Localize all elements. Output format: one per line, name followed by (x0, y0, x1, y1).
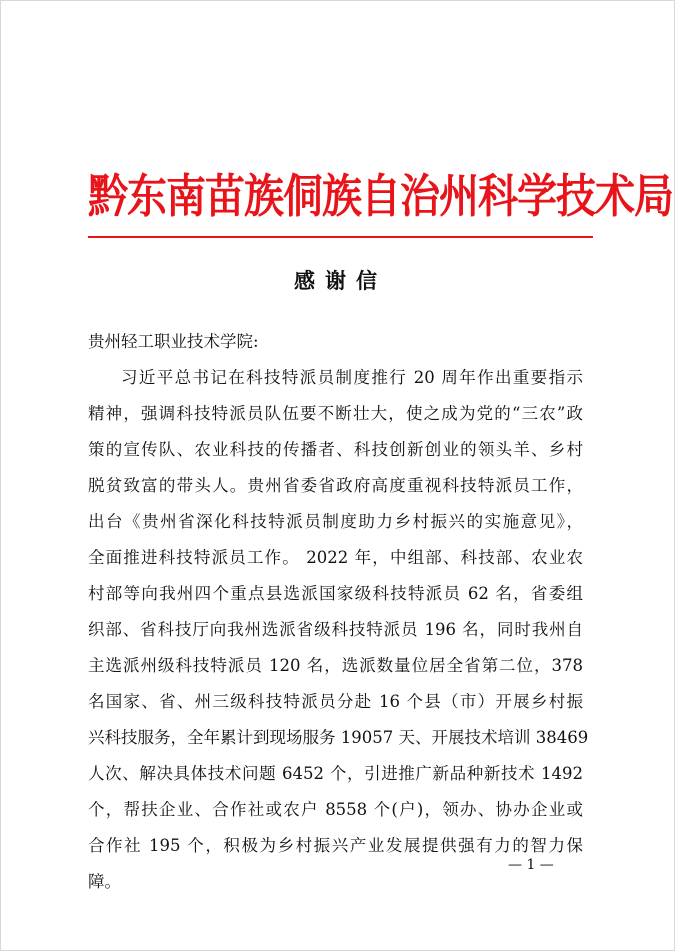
red-header-rule (88, 236, 593, 238)
body-line: 个，帮扶企业、合作社或农户 8558 个(户)，领办、协办企业或 (88, 800, 583, 819)
body-line: 脱贫致富的带头人。贵州省委省政府高度重视科技特派员工作， (88, 476, 583, 495)
body-line: 织部、省科技厅向我州选派省级科技特派员 196 名，同时我州自 (88, 620, 583, 639)
body-line: 主选派州级科技特派员 120 名，选派数量位居全省第二位，378 (88, 656, 583, 675)
body-line: 兴科技服务，全年累计到现场服务 19057 天、开展技术培训 38469 (88, 728, 589, 747)
body-line: 名国家、省、州三级科技特派员分赴 16 个县（市）开展乡村振 (88, 692, 583, 711)
body-line: 全面推进科技特派员工作。 2022 年，中组部、科技部、农业农 (88, 548, 583, 567)
body-line: 人次、解决具体技术问题 6452 个，引进推广新品种新技术 1492 (88, 764, 583, 783)
body-line: 策的宣传队、农业科技的传播者、科技创新创业的领头羊、乡村 (88, 440, 583, 459)
body-line: 习近平总书记在科技特派员制度推行 20 周年作出重要指示 (121, 368, 583, 387)
body-line: 出台《贵州省深化科技特派员制度助力乡村振兴的实施意见》， (88, 512, 583, 531)
body-line: 村部等向我州四个重点县选派国家级科技特派员 62 名，省委组 (88, 584, 583, 603)
document-title: 感谢信 (294, 268, 387, 293)
body-line: 障。 (88, 872, 121, 891)
page-number: — 1 — (508, 857, 554, 873)
issuer-header-title: 黔东南苗族侗族自治州科学技术局 (88, 169, 673, 224)
body-line: 合作社 195 个，积极为乡村振兴产业发展提供强有力的智力保 (88, 836, 583, 855)
salutation: 贵州轻工职业技术学院: (88, 332, 259, 351)
body-line: 精神，强调科技特派员队伍要不断壮大，使之成为党的“三农”政 (88, 404, 583, 423)
